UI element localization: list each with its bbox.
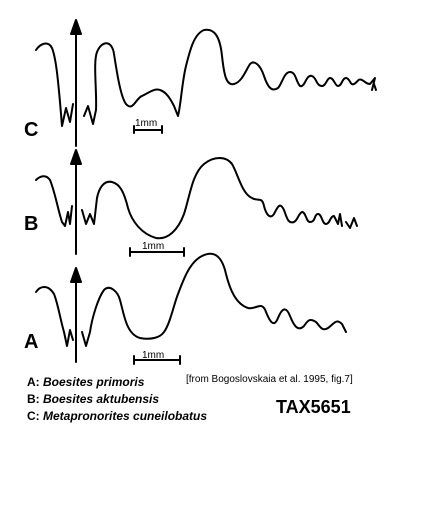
legend-key: C: (27, 409, 40, 423)
legend-item-c (27, 408, 207, 425)
panel-letter-c: C (24, 119, 39, 141)
source-citation: [from Bogoslovskaia et al. 1995, fig.7] (186, 374, 353, 385)
panel-letter-b: B (24, 213, 39, 235)
species-legend (27, 374, 207, 425)
legend-item-a (27, 374, 207, 391)
legend-key: A: (27, 375, 40, 389)
suture-line-b (36, 158, 357, 238)
panel-letter-a: A (24, 331, 39, 353)
legend-key: B: (27, 392, 40, 406)
legend-species-name: Boesites primoris (43, 375, 145, 389)
legend-item-b (27, 391, 207, 408)
taxon-id: TAX5651 (276, 397, 351, 417)
siphonal-arrow-b (71, 150, 81, 254)
scale-label-b: 1mm (142, 241, 165, 252)
scale-label-c: 1mm (135, 118, 158, 129)
suture-line-c (36, 30, 376, 126)
scale-label-a: 1mm (142, 350, 165, 361)
siphonal-arrow-c (71, 20, 81, 146)
siphonal-arrow-a (71, 268, 81, 362)
legend-species-name: Metapronorites cuneilobatus (43, 409, 208, 423)
legend-species-name: Boesites aktubensis (43, 392, 160, 406)
suture-line-a (36, 254, 346, 346)
